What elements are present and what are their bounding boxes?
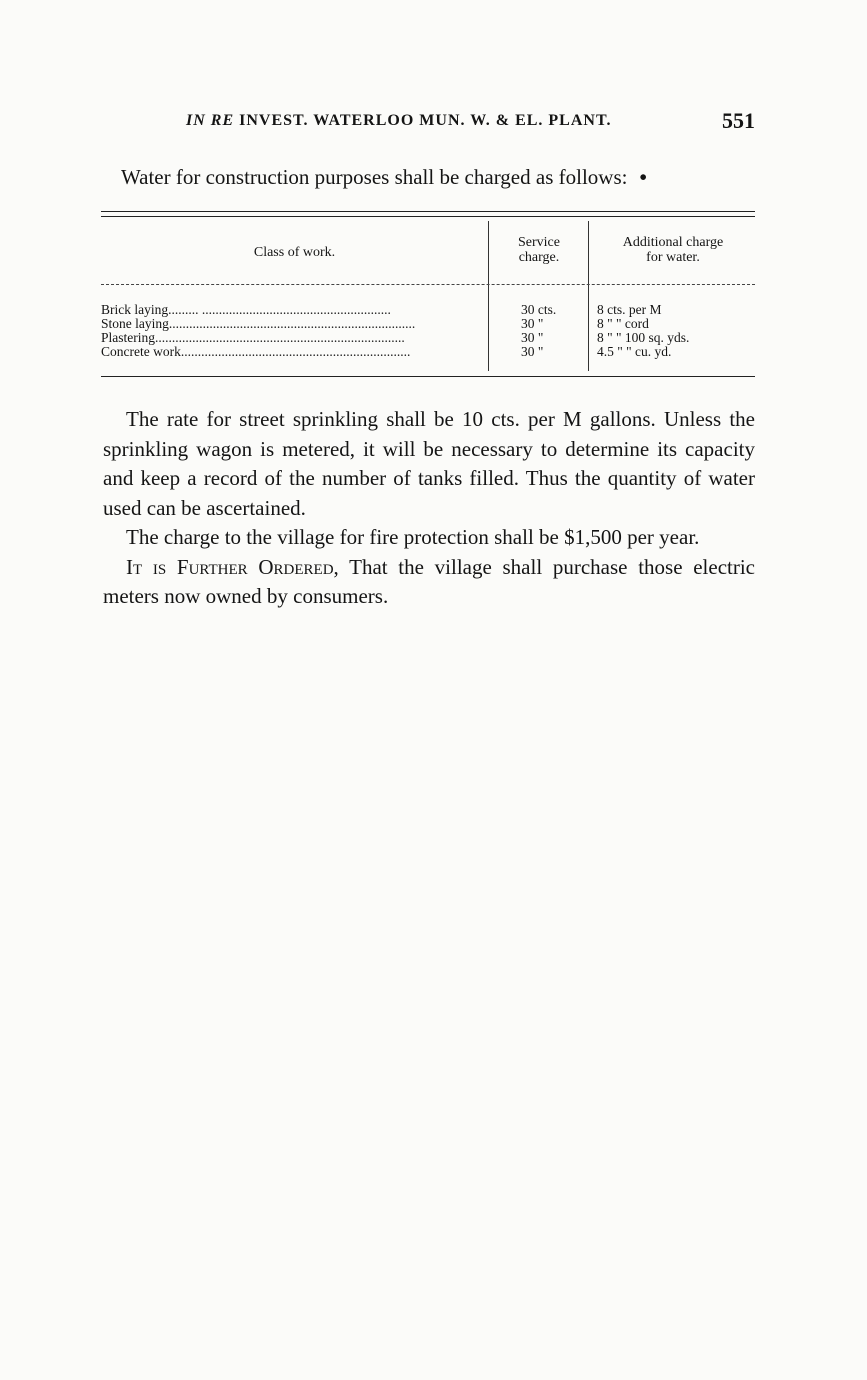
class-cell: Plastering.......................................................................... xyxy=(101,331,405,345)
service-cell: 30 cts. xyxy=(521,302,557,317)
table-row xyxy=(101,317,755,331)
running-head-text: INVEST. WATERLOO MUN. W. & EL. PLANT. xyxy=(239,112,612,129)
table-top-rule xyxy=(101,211,755,212)
header-additional-line2: for water. xyxy=(646,250,700,265)
page-number: 551 xyxy=(722,108,755,133)
header-service-line2: charge. xyxy=(518,250,560,265)
header-service-charge xyxy=(491,235,587,265)
service-cell: 30 " xyxy=(521,316,544,331)
order-smallcaps: It is Further Ordered, xyxy=(126,554,339,579)
header-additional-charge xyxy=(591,235,755,265)
paragraph-fire-protection: The charge to the village for fire protection shall be $1,500 per year. xyxy=(126,525,700,549)
class-cell: Brick laying......... ........................................................ xyxy=(101,303,391,317)
order-text: That the village shall purchase those electric meters now owned by consumers. xyxy=(103,554,755,608)
table-row xyxy=(101,303,755,317)
table-row xyxy=(101,331,755,345)
additional-cell: 8 cts. per M xyxy=(597,302,662,317)
header-separator xyxy=(101,284,755,285)
paragraph-street-sprinkling: The rate for street sprinkling shall be 10 cts. per M gallons. Unless the sprinkling wagon is metered, it will be necessary to determine its capacity and keep a record of the number of tanks filled. Thus the quantity of water used can be ascertained. xyxy=(103,407,755,520)
table-bottom-rule xyxy=(101,376,755,377)
additional-cell: 4.5 " " cu. yd. xyxy=(597,344,672,359)
water-charge-table xyxy=(101,211,755,379)
header-additional-line1: Additional charge xyxy=(622,235,724,250)
service-cell: 30 " xyxy=(521,344,544,359)
running-head-italic: IN RE xyxy=(186,112,235,129)
intro-sentence xyxy=(121,165,647,190)
table-row xyxy=(101,345,755,359)
paragraph-order xyxy=(103,553,755,612)
intro-text: Water for construction purposes shall be charged as follows: xyxy=(121,165,628,189)
class-cell: Concrete work.................................................................... xyxy=(101,345,411,359)
table-body xyxy=(101,303,755,359)
additional-cell: 8 " " 100 sq. yds. xyxy=(597,330,690,345)
table-top-rule-2 xyxy=(101,216,755,217)
running-header xyxy=(103,108,755,136)
bullet-mark: • xyxy=(639,165,647,189)
service-cell: 30 " xyxy=(521,330,544,345)
header-class-of-work: Class of work. xyxy=(253,245,336,260)
class-cell: Stone laying......................................................................... xyxy=(101,317,416,331)
header-service-line1: Service xyxy=(518,235,560,250)
running-head xyxy=(186,112,611,130)
additional-cell: 8 " " cord xyxy=(597,316,649,331)
body-text xyxy=(103,405,755,612)
